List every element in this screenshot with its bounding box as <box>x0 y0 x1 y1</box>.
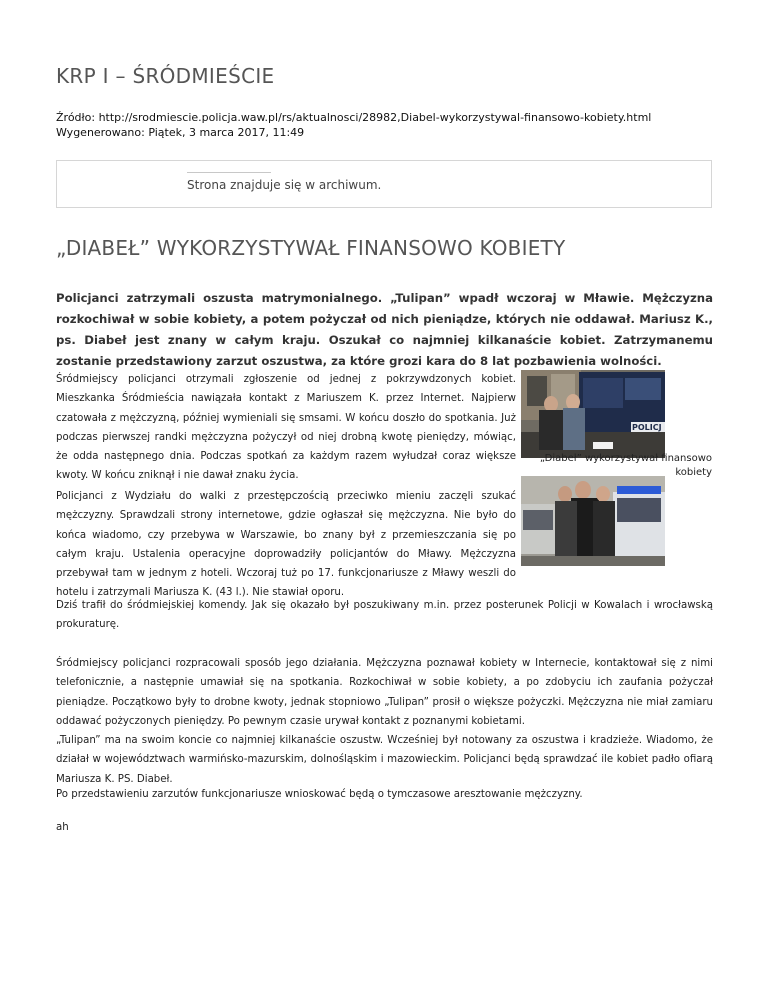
archive-notice <box>56 160 712 208</box>
generated-line: Wygenerowano: Piątek, 3 marca 2017, 11:49 <box>56 126 305 139</box>
archive-divider <box>187 172 271 173</box>
article-paragraph-1: Śródmiejscy policjanci otrzymali zgłoszenie od jednej z pokrzywdzonych kobiet. Mieszkanka Śródmieścia nawiązała kontakt z Mariuszem K. przez Internet. Najpierw czatowała z mężczyzną, później wymieniali się smsami. W końcu doszło do spotkania. Już podczas pierwszej randki mężczyzna pożyczył od niej drobną kwotę pieniędzy, mówiąc, że odda następnego dnia. Podczas spotkań za każdym razem wyłudzał coraz większe kwoty. W końcu zniknął i nie dawał znaku życia. <box>56 374 516 482</box>
site-title: KRP I – ŚRÓDMIEŚCIE <box>56 64 275 88</box>
article-paragraph-4: Śródmiejscy policjanci rozpracowali sposób jego działania. Mężczyzna poznawał kobiety w Internecie, kontaktował się z nimi telefonicznie, a następnie umawiał się na spotkania. Rozkochiwał w sobie kobiety, a po zdobyciu ich zaufania pożyczał pieniądze. Początkowo były to drobne kwoty, jednak stopniowo „Tulipan” prosił o większe pożyczki. Mężczyzna nie miał zamiaru oddawać pożyczonych pieniędzy. Po pewnym czasie urywał kontakt z poznanymi kobietami. <box>56 658 713 727</box>
source-line: Źródło: http://srodmiescie.policja.waw.pl/rs/aktualnosci/28982,Diabel-wykorzystywal-finansowo-kobiety.html <box>56 111 652 124</box>
article-paragraph-5: „Tulipan” ma na swoim koncie co najmniej kilkanaście oszustw. Wcześniej był notowany za oszustwa i kradzieże. Wiadomo, że działał w województwach warmińsko-mazurskim, dolnośląskim i mazowieckim. Policjanci będą sprawdzać ile kobiet padło ofiarą Mariusza K. PS. Diabeł. <box>56 735 713 785</box>
article-photo-arrest <box>521 476 665 566</box>
article-paragraph-6: Po przedstawieniu zarzutów funkcjonariusze wnioskować będą o tymczasowe aresztowanie mężczyzny. <box>56 789 583 800</box>
archive-notice-text: Strona znajduje się w archiwum. <box>187 178 382 192</box>
article-photo-police-van <box>521 370 665 458</box>
document-meta <box>56 110 651 140</box>
article-paragraph-2: Policjanci z Wydziału do walki z przestępczością przeciwko mieniu zaczęli szukać mężczyzny. Sprawdzali strony internetowe, gdzie ogłaszał się mężczyzna. Nie było do końca wiadomo, czy przebywa w Warszawie, bo znany był z przemieszczania się po całym kraju. Ustalenia operacyjne doprowadziły policjantów do Mławy. Mężczyzna przebywał tam w jednym z hoteli. Wczoraj tuż po 17. funkcjonariusze z Mławy weszli do hotelu i zatrzymali Mariusza K. (43 l.). Nie stawiał oporu. <box>56 491 516 599</box>
article-title: „DIABEŁ” WYKORZYSTYWAŁ FINANSOWO KOBIETY <box>56 236 566 260</box>
police-label-text: POLICJ <box>632 423 662 432</box>
article-lead: Policjanci zatrzymali oszusta matrymonialnego. „Tulipan” wpadł wczoraj w Mławie. Mężczyzna rozkochiwał w sobie kobiety, a potem pożyczał od nich pieniądze, których nie oddawał. Mariusz K., ps. Diabeł jest znany w całym kraju. Oszukał co najmniej kilkanaście kobiet. Zatrzymanemu zostanie przedstawiony zarzut oszustwa, za które grozi kara do 8 lat pozbawienia wolności. <box>56 291 713 368</box>
article-paragraph-3: Dziś trafił do śródmiejskiej komendy. Jak się okazało był poszukiwany m.in. przez posterunek Policji w Kowalach i wrocławską prokuraturę. <box>56 600 713 631</box>
police-van-image <box>521 370 665 458</box>
photo-caption: „Diabeł” wykorzystywał finansowo kobiety <box>539 453 712 478</box>
arrest-scene-image <box>521 476 665 566</box>
article-signature: ah <box>56 822 69 833</box>
